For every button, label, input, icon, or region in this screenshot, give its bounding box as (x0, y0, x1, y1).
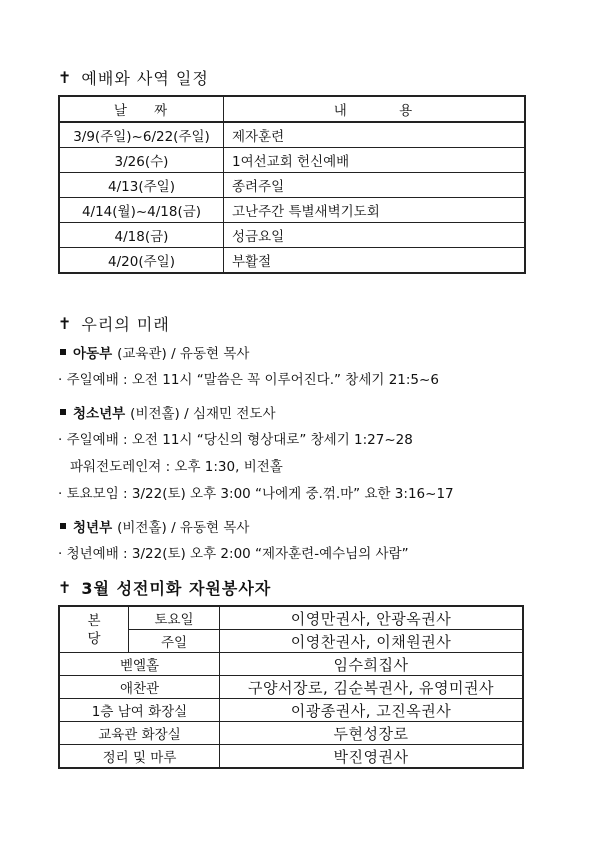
schedule-content: 부활절 (224, 248, 526, 274)
table-row (59, 223, 525, 248)
dept-detail: (비전홀) / 유동현 목사 (117, 520, 250, 536)
schedule-content: 고난주간 특별새벽기도회 (224, 198, 526, 223)
schedule-date: 3/26(수) (59, 148, 224, 173)
table-row (59, 122, 525, 148)
table-row (59, 676, 523, 699)
volunteer-place: 주일 (129, 630, 220, 653)
header-content: 내 용 (224, 96, 526, 122)
dept-name: 아동부 (73, 346, 113, 362)
bullet-square-icon (60, 349, 66, 355)
volunteer-place: 벧엘홀 (59, 653, 220, 676)
young-adults-dept (60, 516, 249, 536)
dept-name: 청소년부 (73, 406, 126, 422)
volunteer-names: 이광종권사, 고진옥권사 (220, 699, 524, 722)
schedule-date: 4/13(주일) (59, 173, 224, 198)
youth-line-3: · 토요모임 : 3/22(토) 오후 3:00 “나에게 중.꺾.마” 요한 3:16~17 (58, 486, 454, 502)
volunteer-place: 정리 및 마루 (59, 745, 220, 769)
cross-icon: ✝ (58, 68, 73, 87)
table-header-row (59, 96, 525, 122)
bullet-square-icon (60, 523, 66, 529)
schedule-date: 4/20(주일) (59, 248, 224, 274)
schedule-title: 예배와 사역 일정 (81, 69, 209, 88)
schedule-content: 종려주일 (224, 173, 526, 198)
table-row (59, 606, 523, 630)
volunteer-names: 임수희집사 (220, 653, 524, 676)
table-row (59, 148, 525, 173)
table-row (59, 248, 525, 274)
volunteer-names: 이영찬권사, 이채원권사 (220, 630, 524, 653)
dept-detail: (비전홀) / 심재민 전도사 (130, 406, 276, 422)
volunteers-title: 3월 성전미화 자원봉사자 (81, 579, 272, 598)
schedule-date: 4/18(금) (59, 223, 224, 248)
schedule-table (58, 95, 526, 274)
volunteers-heading (58, 576, 271, 599)
volunteer-place: 토요일 (129, 606, 220, 630)
young-adults-line-1: · 청년예배 : 3/22(토) 오후 2:00 “제자훈련-예수님의 사람” (58, 546, 409, 562)
table-row (59, 745, 523, 769)
youth-dept (60, 402, 276, 422)
children-dept (60, 342, 249, 362)
youth-line-2: 파워전도레인져 : 오후 1:30, 비전홀 (70, 459, 283, 475)
youth-line-1: · 주일예배 : 오전 11시 “당신의 형상대로” 창세기 1:27~28 (58, 432, 413, 448)
table-row (59, 173, 525, 198)
future-title: 우리의 미래 (81, 315, 170, 334)
table-row (59, 699, 523, 722)
schedule-content: 1여선교회 헌신예배 (224, 148, 526, 173)
main-hall-label: 본 당 (59, 606, 129, 653)
volunteer-names: 두현성장로 (220, 722, 524, 745)
volunteers-table (58, 605, 524, 769)
children-line-1: · 주일예배 : 오전 11시 “말씀은 꼭 이루어진다.” 창세기 21:5~6 (58, 372, 439, 388)
volunteer-names: 이영만권사, 안광옥권사 (220, 606, 524, 630)
table-row (59, 722, 523, 745)
volunteer-place: 교육관 화장실 (59, 722, 220, 745)
volunteer-names: 박진영권사 (220, 745, 524, 769)
header-date: 날 짜 (59, 96, 224, 122)
schedule-date: 3/9(주일)~6/22(주일) (59, 122, 224, 148)
cross-icon: ✝ (58, 578, 73, 597)
schedule-date: 4/14(월)~4/18(금) (59, 198, 224, 223)
bullet-square-icon (60, 409, 66, 415)
dept-detail: (교육관) / 유동현 목사 (117, 346, 250, 362)
dept-name: 청년부 (73, 520, 113, 536)
future-heading (58, 312, 170, 335)
table-row (59, 653, 523, 676)
cross-icon: ✝ (58, 314, 73, 333)
table-row (59, 630, 523, 653)
volunteer-place: 애찬관 (59, 676, 220, 699)
schedule-content: 제자훈련 (224, 122, 526, 148)
volunteer-names: 구양서장로, 김순복권사, 유영미권사 (220, 676, 524, 699)
volunteer-place: 1층 남여 화장실 (59, 699, 220, 722)
schedule-content: 성금요일 (224, 223, 526, 248)
table-row (59, 198, 525, 223)
schedule-heading (58, 66, 209, 89)
